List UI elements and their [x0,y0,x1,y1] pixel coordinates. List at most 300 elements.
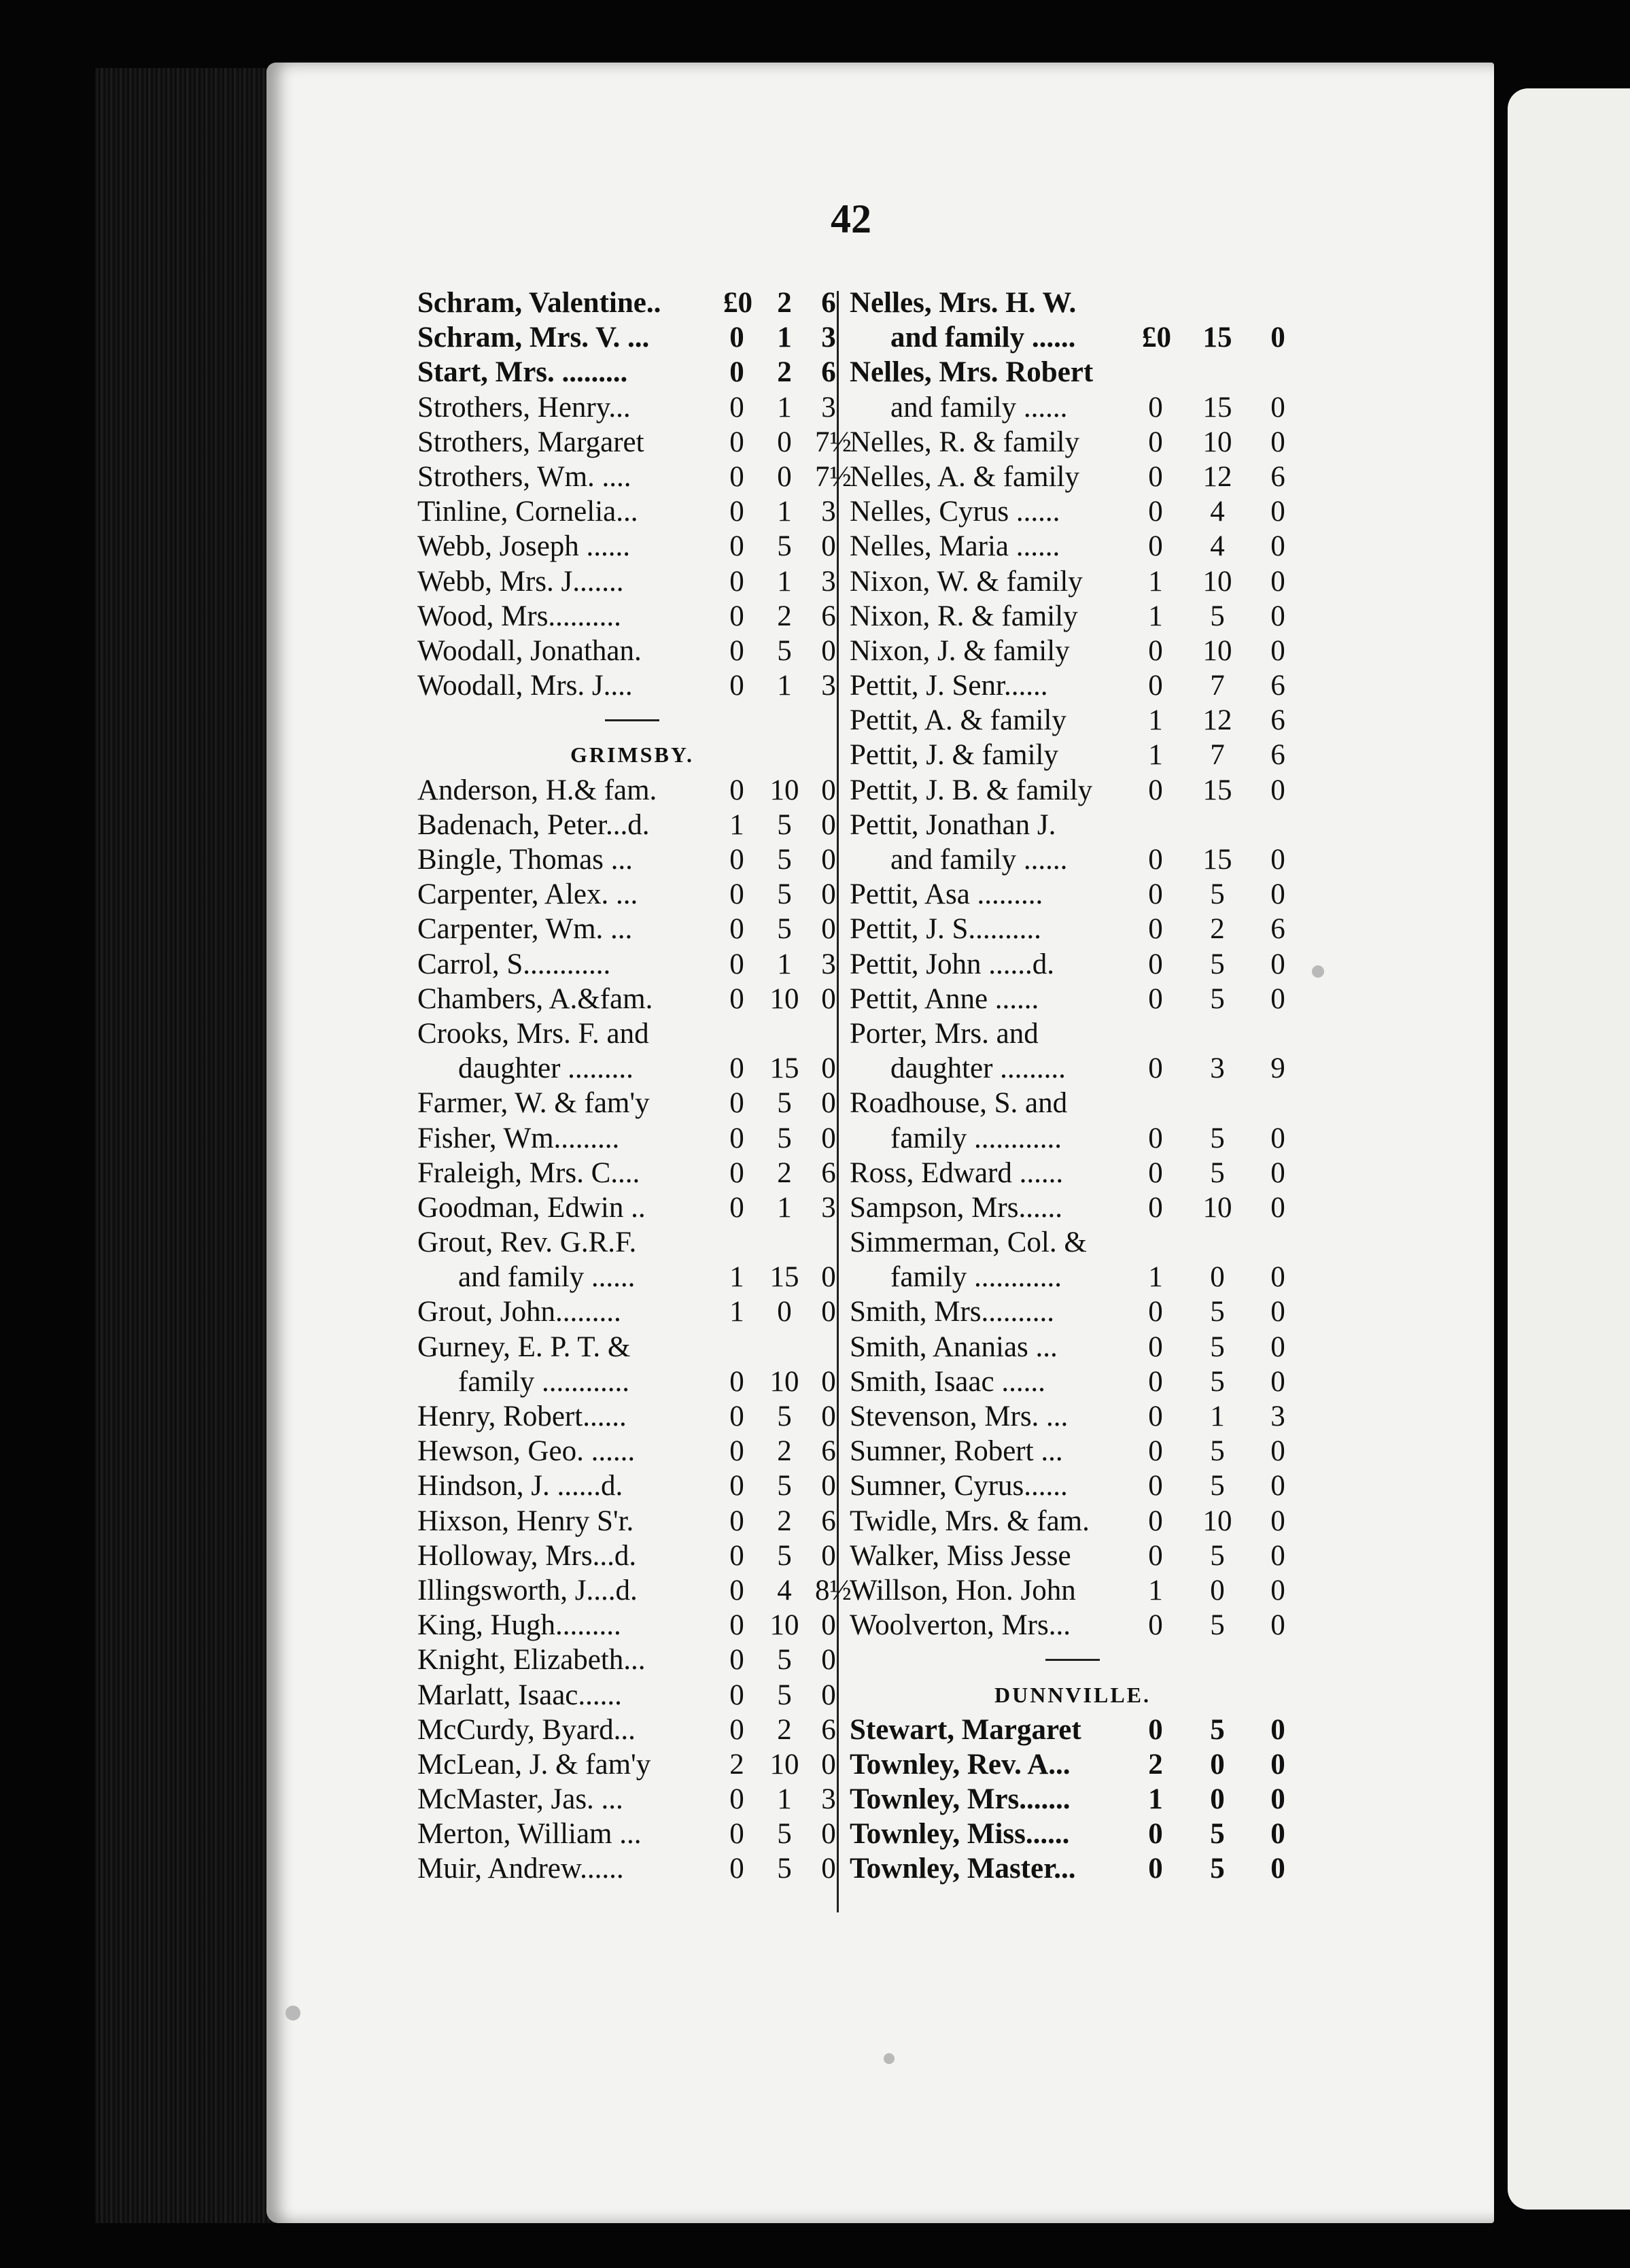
pounds-amount: 0 [729,1052,744,1085]
pence-amount: 0 [821,1748,836,1781]
subscriber-name: Smith, Mrs.......... [850,1296,1055,1328]
pence-amount: 3 [821,322,836,354]
subscriber-name: Hixson, Henry S'r. [417,1505,634,1537]
subscriber-name: Townley, Master... [850,1853,1076,1885]
subscriber-row [417,1051,847,1086]
subscriber-name: Strothers, Margaret [417,426,644,458]
subscriber-row [850,1713,1296,1747]
subscriber-row [417,1434,847,1468]
pounds-amount: 0 [729,634,744,667]
shillings-amount: 5 [1210,1470,1225,1502]
pounds-amount: 0 [1148,1401,1163,1432]
pence-amount: 6 [1270,739,1285,772]
pence-amount: 8½ [815,1574,852,1606]
subscriber-row [417,1399,847,1434]
pounds-amount: 0 [729,670,744,702]
subscriber-name: Twidle, Mrs. & fam. [850,1505,1090,1537]
pounds-amount: 0 [1148,1853,1163,1885]
shillings-amount: 15 [1202,844,1232,876]
pence-amount: 0 [1270,1853,1285,1885]
pounds-amount: 0 [729,1122,744,1154]
subscriber-name: Pettit, Anne ...... [850,982,1039,1015]
pence-amount: 0 [821,1470,836,1502]
pounds-amount: 0 [729,1644,744,1677]
shillings-amount: 5 [1210,1365,1225,1398]
subscriber-name: Badenach, Peter...d. [417,808,650,841]
shillings-amount: 0 [777,460,792,493]
pounds-amount: 0 [1148,1609,1163,1642]
pounds-amount: 0 [729,530,744,563]
subscriber-row [850,703,1296,738]
subscriber-name: Knight, Elizabeth... [417,1644,646,1677]
shillings-amount: 0 [1210,1783,1225,1816]
pence-amount: 0 [1270,1818,1285,1851]
subscriber-name: Grout, John......... [417,1296,621,1328]
shillings-amount: 7 [1210,670,1225,702]
pence-amount: 0 [1270,322,1285,354]
subscriber-name: Nixon, R. & family [850,600,1078,632]
pence-amount: 6 [821,1505,836,1537]
subscriber-row [417,982,847,1016]
shillings-amount: 4 [1210,496,1225,528]
shillings-amount: 5 [1210,1330,1225,1363]
subscriber-row [850,320,1296,355]
pence-amount: 0 [1270,1156,1285,1189]
subscriber-row [850,1051,1296,1086]
subscriber-row [417,460,852,494]
pence-amount: 0 [821,1853,836,1885]
subscriber-row [417,1747,847,1782]
pence-amount: 0 [821,1679,836,1711]
subscriber-name: Illingsworth, J....d. [417,1574,638,1606]
subscriber-name: Stewart, Margaret [850,1713,1081,1746]
subscriber-row [417,425,852,460]
left-column [417,286,852,1887]
pence-amount: 0 [1270,1435,1285,1468]
pounds-amount: 0 [729,426,744,458]
section-heading: DUNNVILLE. [994,1682,1151,1707]
pounds-amount: 0 [729,1365,744,1398]
subscriber-name: Sampson, Mrs...... [850,1191,1062,1224]
pounds-amount: 1 [1148,704,1163,737]
subscriber-row [417,1608,847,1643]
shillings-amount: 2 [777,600,792,632]
subscriber-name: Fisher, Wm......... [417,1122,620,1154]
subscriber-name: Farmer, W. & fam'y [417,1087,650,1120]
pounds-amount: 0 [729,1191,744,1224]
pounds-amount: 0 [729,1574,744,1606]
shillings-amount: 7 [1210,739,1225,772]
subscriber-name: Pettit, Asa ......... [850,878,1043,911]
pounds-amount: 0 [1148,530,1163,563]
subscriber-row [417,1225,847,1260]
subscriber-row [850,1539,1296,1573]
pence-amount: 0 [821,1609,836,1642]
pence-amount: 0 [821,982,836,1015]
subscriber-name: Hewson, Geo. ...... [417,1435,636,1468]
shillings-amount: 2 [1210,913,1225,946]
subscriber-name: Woolverton, Mrs... [850,1609,1071,1642]
pence-amount: 6 [1270,704,1285,737]
subscriber-name: Roadhouse, S. and [850,1087,1068,1120]
shillings-amount: 10 [1202,634,1232,667]
subscriber-row [850,1225,1296,1260]
subscriber-row [417,1156,847,1190]
pence-amount: 6 [821,1713,836,1746]
book-spine [95,68,285,2223]
shillings-amount: 5 [777,1470,792,1502]
subscriber-row [417,1713,847,1747]
subscriber-row [850,1468,1296,1503]
subscriber-name: Anderson, H.& fam. [417,774,657,806]
subscriber-name: King, Hugh......... [417,1609,621,1642]
pence-amount: 0 [1270,634,1285,667]
shillings-amount: 12 [1202,460,1232,493]
subscriber-name: Bingle, Thomas ... [417,844,633,876]
subscriber-name: family ............ [458,1365,629,1398]
shillings-amount: 2 [777,1713,792,1746]
pence-amount: 0 [1270,844,1285,876]
pounds-amount: 1 [1148,739,1163,772]
subscriber-name: Carpenter, Alex. ... [417,878,638,911]
subscriber-row [850,1608,1296,1643]
shillings-amount: 5 [1210,1539,1225,1572]
pounds-amount: 0 [1148,1191,1163,1224]
subscriber-name: Holloway, Mrs...d. [417,1539,637,1572]
pence-amount: 0 [1270,1191,1285,1224]
subscriber-name: Walker, Miss Jesse [850,1539,1071,1572]
pounds-amount: 2 [729,1748,744,1781]
subscriber-row [417,877,847,912]
subscriber-name: Schram, Mrs. V. ... [417,322,650,354]
pence-amount: 0 [821,878,836,911]
pounds-amount: 1 [1148,1261,1163,1294]
subscriber-name: Pettit, Jonathan J. [850,808,1056,841]
pence-amount: 0 [821,913,836,946]
pounds-amount: 0 [1148,1470,1163,1502]
subscriber-name: family ............ [890,1261,1062,1294]
subscriber-row [417,1086,847,1120]
subscriber-name: Carrol, S............ [417,948,611,980]
pounds-amount: 0 [729,496,744,528]
subscriber-name: Strothers, Wm. .... [417,460,631,493]
subscriber-name: Sumner, Robert ... [850,1435,1063,1468]
pounds-amount: 0 [729,982,744,1015]
pounds-amount: 0 [729,1783,744,1816]
subscriber-row [850,808,1296,842]
shillings-amount: 5 [1210,1156,1225,1189]
pounds-amount: 0 [729,844,744,876]
subscriber-row [850,286,1296,320]
subscriber-row [417,599,847,634]
pence-amount: 3 [821,565,836,598]
shillings-amount: 2 [777,1505,792,1537]
subscriber-row [417,1330,847,1364]
pounds-amount: 0 [1148,634,1163,667]
pounds-amount: £0 [723,287,752,319]
subscriber-name: Ross, Edward ...... [850,1156,1064,1189]
pence-amount: 3 [821,948,836,980]
subscriber-name: Tinline, Cornelia... [417,496,638,528]
subscriber-row [417,320,847,355]
pence-amount: 9 [1270,1052,1285,1085]
subscriber-name: Henry, Robert...... [417,1401,627,1432]
subscriber-row [417,1294,847,1329]
subscriber-name: Goodman, Edwin .. [417,1191,646,1224]
subscriber-name: Crooks, Mrs. F. and [417,1017,649,1050]
subscriber-row [417,634,847,668]
subscriber-row [850,599,1296,634]
subscriber-row [850,1573,1296,1608]
pounds-amount: 0 [729,1505,744,1537]
subscriber-name: Nelles, R. & family [850,426,1079,458]
shillings-amount: 0 [1210,1748,1225,1781]
subscriber-row [417,355,847,390]
pence-amount: 0 [1270,1122,1285,1154]
subscriber-row [417,1782,847,1817]
pounds-amount: 0 [1148,1539,1163,1572]
pounds-amount: 0 [1148,844,1163,876]
subscriber-row [850,1016,1296,1051]
subscriber-row [850,355,1296,390]
pence-amount: 3 [821,496,836,528]
subscriber-name: Pettit, J. S.......... [850,913,1041,946]
pounds-amount: 0 [729,1156,744,1189]
shillings-amount: 5 [1210,1296,1225,1328]
subscriber-name: daughter ......... [458,1052,634,1085]
subscriber-row [417,1121,847,1156]
subscriber-name: Merton, William ... [417,1818,642,1851]
subscriber-row [417,529,847,564]
shillings-amount: 0 [1210,1261,1225,1294]
pounds-amount: 0 [1148,1365,1163,1398]
shillings-amount: 5 [1210,1122,1225,1154]
shillings-amount: 5 [777,1539,792,1572]
pence-amount: 0 [821,1818,836,1851]
shillings-amount: 10 [1202,1191,1232,1224]
shillings-amount: 12 [1202,704,1232,737]
subscriber-name: Pettit, John ......d. [850,948,1055,980]
pence-amount: 0 [821,844,836,876]
pence-amount: 0 [821,1365,836,1398]
shillings-amount: 2 [777,1435,792,1468]
shillings-amount: 5 [777,1087,792,1120]
subscriber-name: and family ...... [890,391,1068,424]
subscriber-row [417,1504,847,1539]
shillings-amount: 5 [1210,948,1225,980]
pence-amount: 6 [821,1435,836,1468]
subscriber-name: Townley, Rev. A... [850,1748,1071,1781]
pounds-amount: 0 [729,460,744,493]
pounds-amount: 0 [729,1679,744,1711]
pence-amount: 3 [1270,1401,1285,1432]
pounds-amount: 0 [729,1470,744,1502]
pence-amount: 7½ [815,460,852,493]
subscriber-row [850,773,1296,808]
subscriber-row [417,912,847,946]
pounds-amount: 1 [1148,600,1163,632]
right-column [850,286,1296,1887]
pounds-amount: 0 [1148,1122,1163,1154]
shillings-amount: 5 [1210,1853,1225,1885]
shillings-amount: 0 [777,426,792,458]
pence-amount: 0 [1270,948,1285,980]
subscriber-name: McLean, J. & fam'y [417,1748,651,1781]
subscriber-row [417,564,847,599]
subscriber-name: McMaster, Jas. ... [417,1783,623,1816]
pounds-amount: 0 [1148,391,1163,424]
shillings-amount: 10 [1202,426,1232,458]
pence-amount: 0 [1270,1748,1285,1781]
section-rule [850,1643,1296,1677]
pounds-amount: 0 [1148,1330,1163,1363]
subscriber-row [850,912,1296,946]
pence-amount: 0 [821,774,836,806]
pounds-amount: 1 [729,1261,744,1294]
pounds-amount: 0 [1148,1156,1163,1189]
subscriber-row [850,1782,1296,1817]
shillings-amount: 5 [1210,878,1225,911]
pounds-amount: 0 [729,878,744,911]
subscriber-row [850,390,1296,425]
subscriber-row [417,1678,847,1713]
shillings-amount: 5 [777,1818,792,1851]
subscriber-row [850,1364,1296,1399]
pounds-amount: 0 [1148,774,1163,806]
subscriber-row [850,1504,1296,1539]
pence-amount: 0 [1270,426,1285,458]
subscriber-name: Woodall, Jonathan. [417,634,642,667]
pounds-amount: 0 [729,1609,744,1642]
pence-amount: 6 [1270,670,1285,702]
subscriber-row [850,668,1296,703]
pence-amount: 0 [821,1122,836,1154]
pence-amount: 6 [1270,460,1285,493]
pence-amount: 0 [1270,530,1285,563]
subscriber-row [850,1747,1296,1782]
pounds-amount: 0 [1148,982,1163,1015]
shillings-amount: 1 [777,1783,792,1816]
shillings-amount: 10 [769,982,799,1015]
pence-amount: 0 [1270,1330,1285,1363]
subscriber-name: Pettit, A. & family [850,704,1067,737]
subscriber-name: Nelles, Mrs. H. W. [850,287,1077,319]
pence-amount: 6 [821,287,836,319]
subscriber-name: Schram, Valentine.. [417,287,661,319]
subscriber-row [850,1434,1296,1468]
subscriber-name: Woodall, Mrs. J.... [417,670,633,702]
shillings-amount: 5 [777,1853,792,1885]
pounds-amount: 1 [1148,1783,1163,1816]
subscriber-row [417,1643,847,1677]
pounds-amount: 0 [1148,426,1163,458]
pounds-amount: 0 [729,391,744,424]
subscriber-name: and family ...... [458,1261,636,1294]
subscriber-row [850,1851,1296,1886]
pounds-amount: 0 [729,565,744,598]
subscriber-row [417,1364,847,1399]
pence-amount: 6 [821,356,836,389]
subscriber-name: Muir, Andrew...... [417,1853,624,1885]
subscriber-row [850,1399,1296,1434]
subscriber-name: Nelles, Maria ...... [850,530,1060,563]
pence-amount: 3 [821,391,836,424]
subscriber-name: and family ...... [890,844,1068,876]
pounds-amount: 0 [1148,1435,1163,1468]
shillings-amount: 10 [769,1365,799,1398]
pounds-amount: 0 [1148,913,1163,946]
pounds-amount: 0 [729,913,744,946]
subscriber-row [417,1260,847,1294]
shillings-amount: 5 [1210,600,1225,632]
shillings-amount: 0 [1210,1574,1225,1606]
dash-line [605,719,659,721]
shillings-amount: 15 [769,1052,799,1085]
shillings-amount: 10 [769,774,799,806]
shillings-amount: 15 [769,1261,799,1294]
subscriber-name: Townley, Miss...... [850,1818,1070,1851]
shillings-amount: 5 [777,878,792,911]
shillings-amount: 5 [1210,1609,1225,1642]
subscriber-row [850,634,1296,668]
shillings-amount: 5 [777,808,792,841]
shillings-amount: 1 [777,1191,792,1224]
shillings-amount: 10 [1202,565,1232,598]
subscriber-row [850,494,1296,529]
subscriber-name: McCurdy, Byard... [417,1713,636,1746]
subscriber-name: Fraleigh, Mrs. C.... [417,1156,640,1189]
pence-amount: 6 [821,600,836,632]
shillings-amount: 1 [777,670,792,702]
subscriber-row [850,1817,1296,1851]
pence-amount: 0 [821,1644,836,1677]
shillings-amount: 5 [777,1122,792,1154]
subscriber-row [850,1086,1296,1120]
pence-amount: 0 [1270,391,1285,424]
pence-amount: 0 [821,808,836,841]
subscriber-name: Nelles, A. & family [850,460,1079,493]
pence-amount: 0 [1270,1470,1285,1502]
dash-line [1045,1659,1100,1661]
shillings-amount: 10 [769,1748,799,1781]
subscriber-name: Willson, Hon. John [850,1574,1076,1606]
subscriber-row [850,1190,1296,1225]
subscriber-name: Townley, Mrs....... [850,1783,1071,1816]
subscriber-name: Porter, Mrs. and [850,1017,1039,1050]
subscriber-row [850,1330,1296,1364]
pounds-amount: 0 [1148,1818,1163,1851]
subscriber-row [417,1539,847,1573]
subscriber-row [850,425,1296,460]
pence-amount: 0 [1270,1574,1285,1606]
pence-amount: 0 [821,1401,836,1432]
subscriber-row [850,1156,1296,1190]
pence-amount: 0 [1270,1365,1285,1398]
shillings-amount: 15 [1202,391,1232,424]
pounds-amount: 0 [729,1818,744,1851]
subscriber-row [417,494,847,529]
pence-amount: 0 [1270,600,1285,632]
subscriber-row [417,1468,847,1503]
shillings-amount: 2 [777,356,792,389]
pence-amount: 0 [1270,982,1285,1015]
subscriber-name: and family ...... [890,322,1076,354]
shillings-amount: 5 [1210,982,1225,1015]
pounds-amount: 0 [729,1539,744,1572]
shillings-amount: 1 [777,496,792,528]
pounds-amount: 0 [1148,878,1163,911]
shillings-amount: 5 [777,1679,792,1711]
